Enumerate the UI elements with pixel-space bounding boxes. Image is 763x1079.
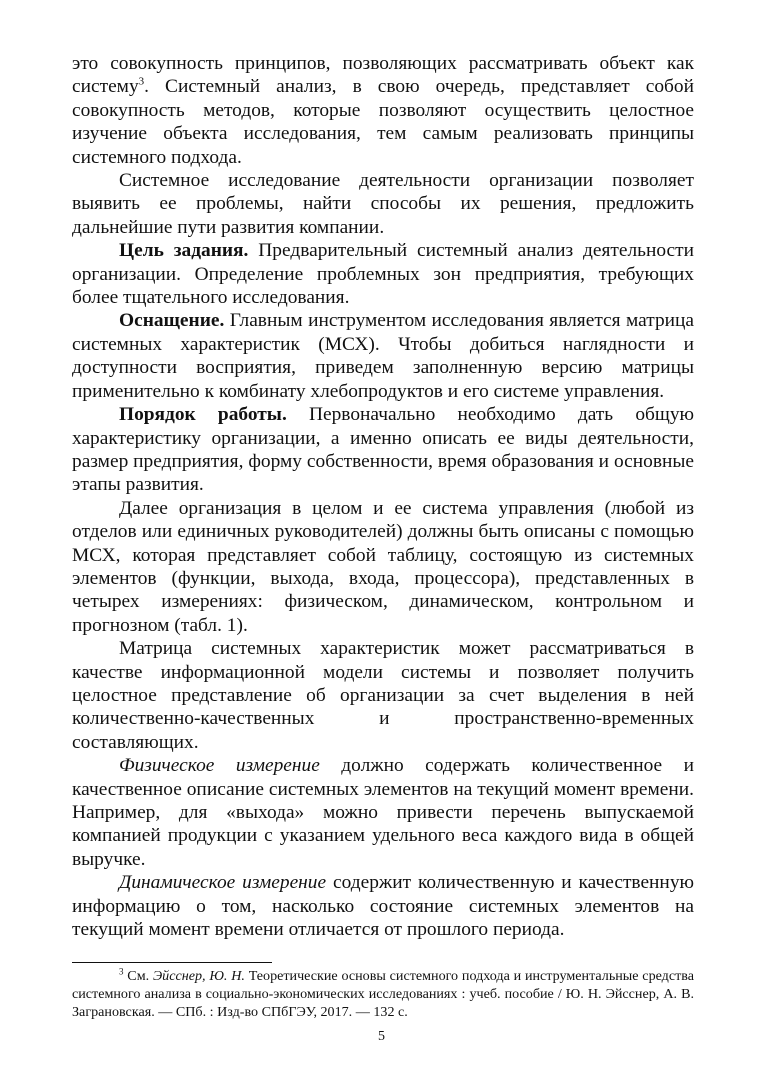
physical-text: должно содержать количественное и качественное описание системных элементов на текущий момент времени. Например, для «выхода» можно привести перечень выпускаемой компанией продукции с указанием удельного веса каждого вида в общей выручке. (72, 755, 694, 870)
physical-term: Физическое измерение (119, 755, 320, 777)
footnote (72, 967, 694, 1021)
goal-text: Предварительный системный анализ деятельности организации. Определение проблемных зон предприятия, требующих более тщательного исследования. (72, 240, 694, 309)
equipment-text: Главным инструментом исследования является матрица системных характеристик (МСХ). Чтобы добиться наглядности и доступности восприятия, приведем заполненную версию матрицы применительно к комбинату хлебопродуктов и его системе управления. (72, 310, 694, 402)
paragraph-goal (72, 239, 694, 309)
paragraph-1 (72, 52, 694, 169)
page-number: 5 (378, 1029, 385, 1044)
footnote-text: Теоретические основы системного подхода и инструментальные средства системного анализа в социально-экономических исследованиях : учеб. пособие / Ю. Н. Эйсснер, А. В. Заграновская. — СПб. : Изд-во СПбГЭУ, 2017. — 132 с. (72, 968, 694, 1020)
footnote-authors: Эйсснер, Ю. Н. (152, 968, 245, 984)
paragraph-1-text-a: это совокупность принципов, позволяющих рассматривать объект как систему (72, 53, 694, 98)
dynamic-text: содержит количественную и качественную информацию о том, насколько состояние системных элементов на текущий момент времени отличается от прошлого периода. (72, 872, 694, 941)
procedure-text: Первоначально необходимо дать общую характеристику организации, а именно описать ее виды деятельности, размер предприятия, форму собственности, время образования и основные этапы развития. (72, 404, 694, 496)
paragraph-2: Системное исследование деятельности организации позволяет выявить ее проблемы, найти способы их решения, предложить дальнейшие пути развития компании. (72, 170, 694, 238)
footnote-prefix: См. (123, 968, 153, 984)
equipment-heading: Оснащение. (119, 310, 225, 332)
paragraph-1-text-b: . Системный анализ, в свою очередь, представляет собой совокупность методов, которые позволяют осуществить целостное изучение объекта исследования, тем самым реализовать принципы системного подхода. (72, 76, 694, 168)
page-body (72, 52, 694, 941)
goal-heading: Цель задания. (119, 240, 249, 262)
paragraph-7: Матрица системных характеристик может рассматриваться в качестве информационной модели системы и позволяет получить целостное представление об организации за счет выделения в ней количественно-качественных и пространственно-временных составляющих. (72, 638, 694, 753)
footnote-reference[interactable]: 3 (138, 75, 145, 88)
paragraph-dynamic (72, 871, 694, 941)
paragraph-physical (72, 754, 694, 871)
footnote-marker: 3 (119, 966, 124, 977)
paragraph-6: Далее организация в целом и ее система управления (любой из отделов или единичных руководителей) должны быть описаны с помощью МСХ, которая представляет собой таблицу, состоящую из системных элементов (функции, выхода, входа, процессора), представленных в четырех измерениях: физическом, динамическом, контрольном и прогнозном (табл. 1). (72, 497, 694, 636)
paragraph-equipment (72, 309, 694, 403)
procedure-heading: Порядок работы. (119, 404, 287, 426)
footnote-separator (72, 962, 272, 963)
dynamic-term: Динамическое измерение (119, 872, 327, 894)
paragraph-procedure (72, 403, 694, 497)
